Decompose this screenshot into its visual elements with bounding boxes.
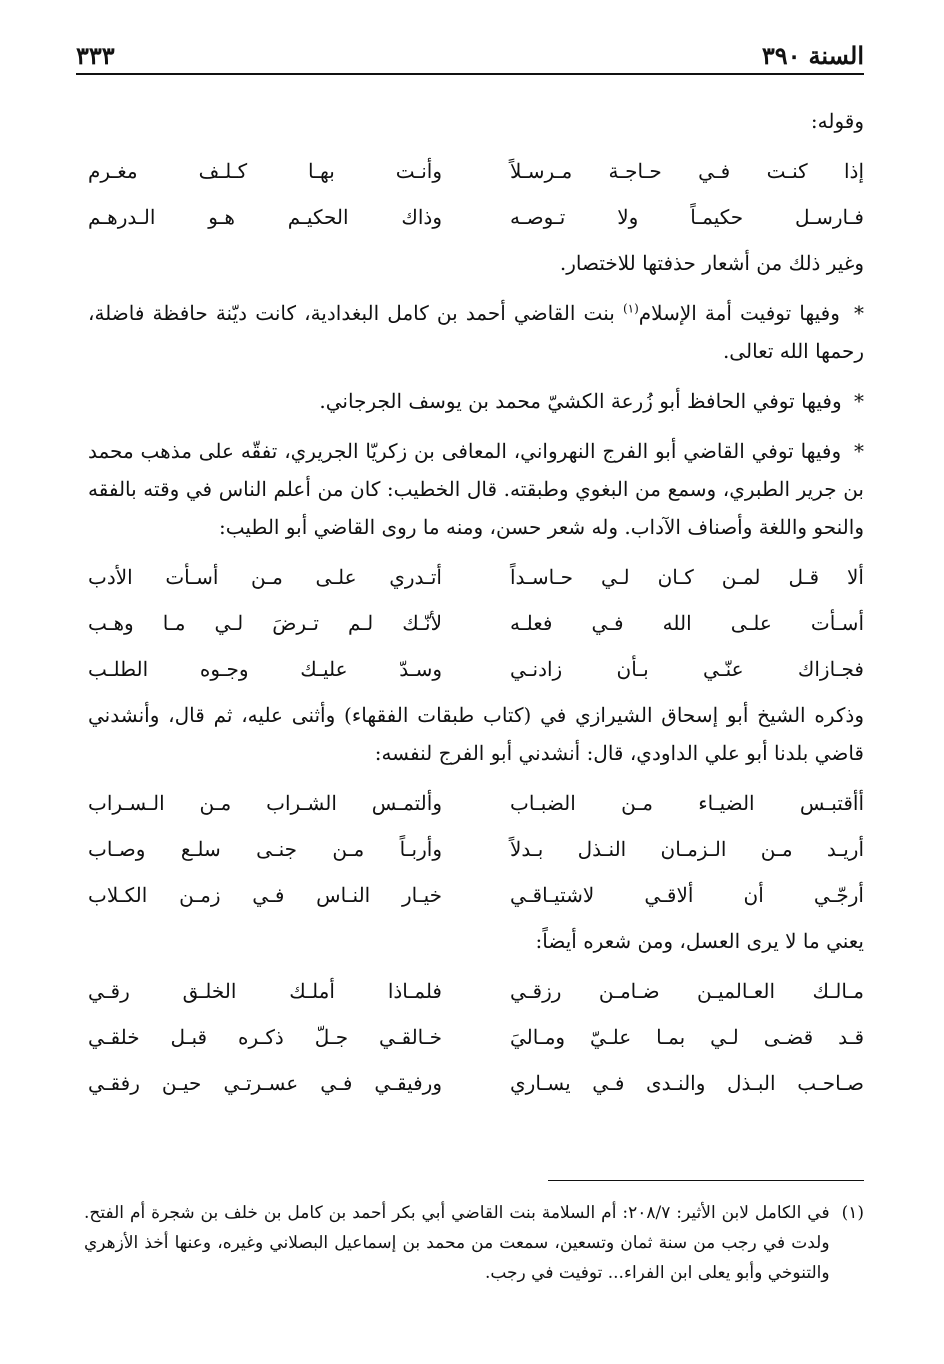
verse-first-hemistich: أرجّـي أن ألاقـي لاشتيـاقـي (510, 883, 864, 907)
paragraph-omitted-poems: وغير ذلك من أشعار حذفتها للاختصار. (559, 251, 864, 275)
verse-first-hemistich: إذا كنـت فـي حـاجـة مـرسـلاً (510, 159, 864, 183)
paragraph-shirazi: وذكره الشيخ أبو إسحاق الشيرازي في (كتاب طبقات الفقهاء) وأثنى عليه، ثم قال، وأنشدني قاضي بلدنا أبو علي الداودي، قال: أنشدني أبو الفرج لنفسه: (88, 703, 864, 765)
page-body (88, 102, 864, 1110)
verse-first-hemistich: فـارسـل حكيمـاً ولا تـوصـه (510, 205, 864, 229)
footnote-reference[interactable]: (١) (622, 301, 639, 316)
verse-line (88, 604, 864, 642)
verse-line (88, 1064, 864, 1102)
verse-line (88, 650, 864, 688)
verse-first-hemistich: أسـأت علـى الله فـي فعلـه (510, 611, 864, 635)
footnote-divider (548, 1180, 864, 1181)
verse-second-hemistich: وأربـاً مـن جنـى سلـع وصـاب (88, 837, 442, 861)
verse-line (88, 1018, 864, 1056)
intro-label: وقوله: (810, 109, 864, 133)
paragraph-text-continued: بنت القاضي أحمد بن كامل البغدادية، كانت ديّنة حافظة فاضلة، رحمها الله تعالى. (88, 301, 864, 363)
poem-2 (88, 558, 864, 688)
header-year-number: ٣٩٠ (761, 41, 801, 70)
verse-second-hemistich: لأنّـك لـم تـرضَ لـي مـا وهـب (88, 611, 442, 635)
verse-first-hemistich: مـالـك العـالميـن ضـامـن رزقـي (510, 979, 864, 1003)
entry-star: * (854, 301, 865, 325)
verse-second-hemistich: وألتمـس الشـراب مـن الـسـراب (88, 791, 442, 815)
verse-line (88, 876, 864, 914)
verse-second-hemistich: وذاك الحكيـم هـو الـدرهـم (88, 205, 442, 229)
page-number: ٣٣٣ (76, 41, 115, 70)
paragraph-nahrawani (88, 432, 864, 546)
footnote-text: في الكامل لابن الأثير: ٢٠٨/٧: أم السلامة بنت القاضي أبي بكر أحمد بن كامل بن خلف بن شجرة أم الفتح. ولدت في رجب من سنة ثمان وتسعين، سمعت من محمد بن إسماعيل البصلاني وغيره، وعنها أخذ الأزهري والتنوخي وأبو يعلى ابن الفراء... توفيت في رجب. (84, 1203, 830, 1283)
verse-line (88, 198, 864, 236)
verse-first-hemistich: فجـازاك عنّـي بـأن زادنـي (510, 657, 864, 681)
verse-first-hemistich: أأقتبـس الضيـاء مـن الضبـاب (510, 791, 864, 815)
verse-second-hemistich: وأنـت بهـا كـلـف مغـرم (88, 159, 442, 183)
verse-second-hemistich: خيـار النـاس فـي زمـن الكـلاب (88, 883, 442, 907)
verse-first-hemistich: ألا قـل لمـن كـان لـي حـاسـداً (510, 565, 864, 589)
paragraph-amat-al-islam (88, 294, 864, 370)
paragraph-text: وفيها توفيت أمة الإسلام (638, 301, 840, 325)
verse-second-hemistich: خـالقـي جـلّ ذكـره قبـل خلقـي (88, 1025, 442, 1049)
verse-line (88, 784, 864, 822)
verse-second-hemistich: ورفيقـي فـي عسـرتـي حيـن رفقـي (88, 1071, 442, 1095)
paragraph-kashshi (88, 382, 864, 420)
paragraph-honey: يعني ما لا يرى العسل، ومن شعره أيضاً: (535, 929, 864, 953)
verse-line (88, 830, 864, 868)
poem-4 (88, 972, 864, 1102)
entry-star: * (854, 439, 864, 463)
paragraph-text: وفيها توفي القاضي أبو الفرج النهرواني، المعافى بن زكريّا الجريري، تفقّه على مذهب محمد بن جرير الطبري، وسمع من البغوي وطبقته. قال الخطيب: كان من أعلم الناس في وقته بالفقه والنحو واللغة وأصناف الآداب. وله شعر حسن، ومنه ما روى القاضي أبو الطيب: (88, 439, 864, 539)
verse-first-hemistich: أريـد مـن الـزمـان النـذل بـدلاً (510, 837, 864, 861)
running-header (76, 34, 864, 75)
verse-line (88, 558, 864, 596)
verse-line (88, 152, 864, 190)
footnote (84, 1198, 864, 1288)
header-year (762, 41, 864, 70)
verse-line (88, 972, 864, 1010)
header-year-word: السنة (808, 41, 864, 70)
verse-second-hemistich: أتـدري علـى مـن أسـأت الأدب (88, 565, 442, 589)
poem-3 (88, 784, 864, 914)
verse-second-hemistich: وسـدّ عليـك وجـوه الطلـب (88, 657, 442, 681)
verse-first-hemistich: صـاحـب البـذل والنـدى فـي يسـاري (510, 1071, 864, 1095)
footnote-number: (١) (841, 1203, 864, 1223)
verse-first-hemistich: قـد قضـى لـي بمـا علـيّ ومـاليَ (510, 1025, 864, 1049)
paragraph-text: وفيها توفي الحافظ أبو زُرعة الكشيّ محمد بن يوسف الجرجاني. (319, 389, 842, 413)
verse-second-hemistich: فلمـاذا أملـك الخلـق رقـي (88, 979, 442, 1003)
entry-star: * (854, 389, 864, 413)
poem-1 (88, 152, 864, 236)
